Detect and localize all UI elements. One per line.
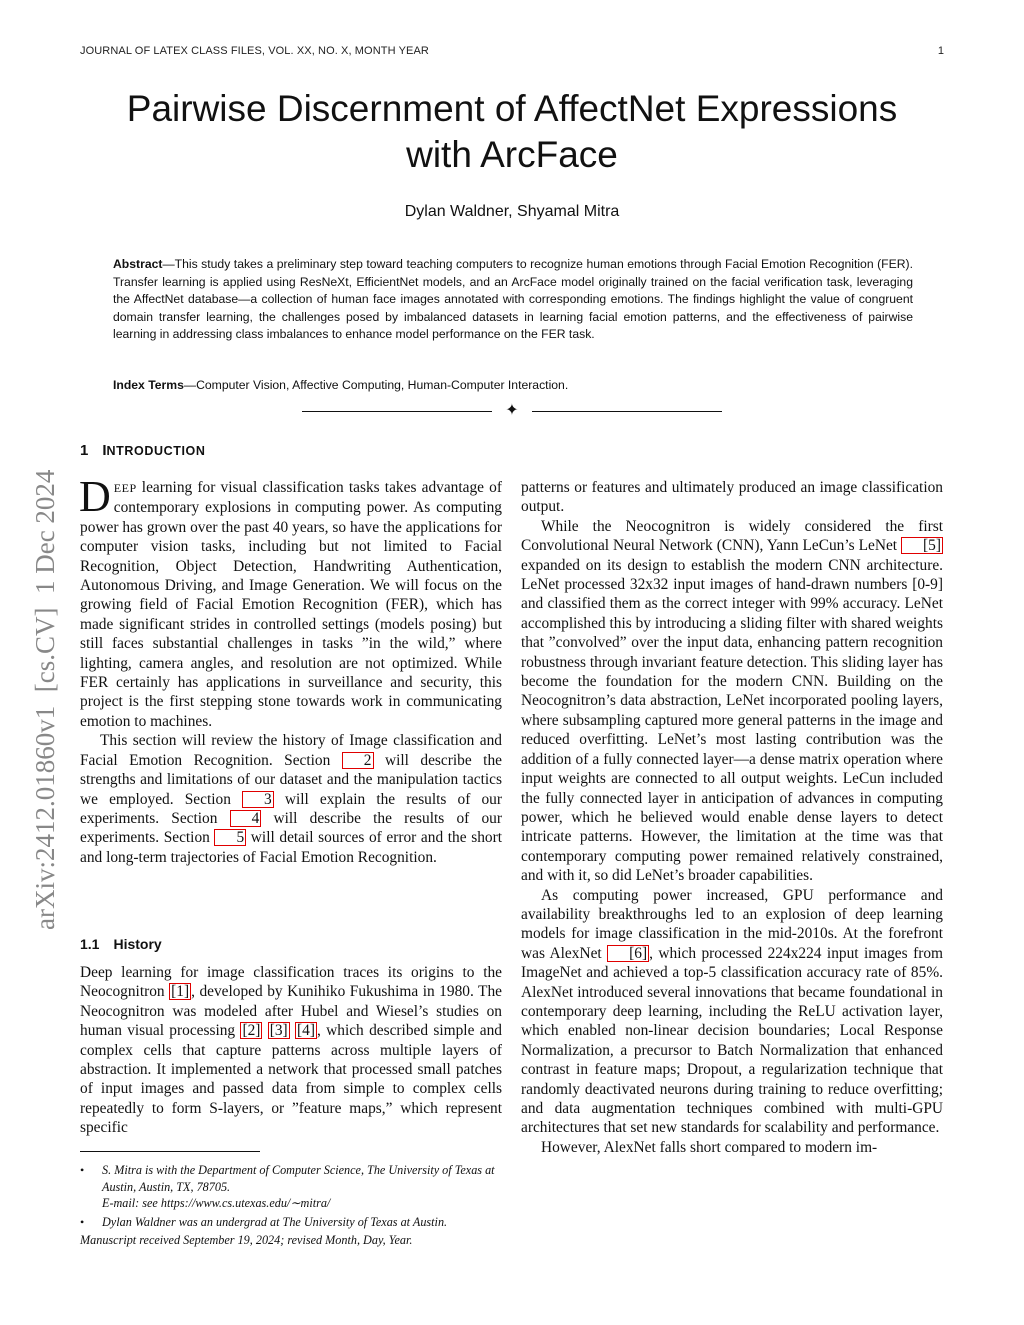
intro-p2-part-c: will explain the results of our experiments. Section: [80, 790, 502, 827]
right-p3-part-a: As computing power increased, GPU performance and availability breakthroughs led to an explosion of deep learning models for image classification in the mid-2010s. At the forefront was AlexNet: [521, 886, 943, 962]
history-p1-part-c: , which described simple and complex cells that capture patterns across multiple layers of abstraction. It implemented a network that processed small patches of input images and passed data from simple to complex cells repeatedly to form S-layers, or ”feature maps,” which represent specific: [80, 1022, 502, 1137]
intro-p2-part-b: will describe the strengths and limitations of our dataset and the manipulation tactics we employed. Section: [80, 751, 502, 808]
footnote-rule: [80, 1151, 260, 1152]
intro-p2-part-e: will detail sources of error and the short and long-term trajectories of Facial Emotion Recognition.: [80, 829, 502, 866]
left-column-introduction: [79, 472, 502, 867]
right-p3-part-b: , which processed 224x224 input images from ImageNet and achieved a top-5 classification accuracy rate of 85%. AlexNet introduced several innovations that became foundational in contemporary deep learning, including the ReLU activation layer, which enabled non-linear decision boundaries; Local Response Normalization, a precursor to Batch Normalization that enhanced contrast in feature maps; Dropout, a regularization technique that randomly deactivated neurons during training to reduce overfitting; and data augmentation techniques combined with multi-GPU architectures that set new standards for scalability and performance.: [521, 944, 943, 1137]
intro-paragraph-1: [79, 472, 502, 731]
right-paragraph-2: [521, 517, 943, 886]
section-heading-introduction: [80, 442, 205, 459]
author-list: Dylan Waldner, Shyamal Mitra: [404, 203, 620, 220]
index-terms: [113, 377, 913, 394]
citation-link-6[interactable]: [6]: [607, 945, 649, 962]
citation-link-5[interactable]: [5]: [901, 537, 943, 554]
index-terms-label: Index Terms: [113, 378, 184, 392]
right-paragraph-3: [521, 886, 943, 1138]
arxiv-stamp-svg: [0, 0, 60, 1325]
drop-cap: D: [79, 472, 111, 521]
citation-link-2[interactable]: [2]: [242, 1022, 261, 1040]
manuscript-note: Manuscript received September 19, 2024; revised Month, Day, Year.: [80, 1233, 413, 1247]
abstract: [113, 256, 913, 344]
history-p1-part-b: , developed by Kunihiko Fukushima in 1980. The Neocognitron was modeled after Hubel and Wiesel’s studies on human visual processing: [80, 983, 502, 1040]
arxiv-sidebar-stamp: [0, 0, 60, 1325]
right-p2-part-a: While the Neocognitron is widely considered the first Convolutional Neural Network (CNN), Yann LeCun’s LeNet: [521, 517, 943, 555]
section-number: 1: [80, 442, 89, 459]
diamond-icon: ✦: [505, 402, 519, 419]
divider-line-right: [532, 411, 722, 412]
section-title-rest: NTRODUCTION: [106, 444, 206, 458]
footnotes: [80, 1162, 502, 1232]
bullet-icon: •: [80, 1214, 85, 1229]
paper-title-line2: with ArcFace: [406, 134, 618, 175]
section-link-3[interactable]: 3: [242, 791, 274, 808]
running-header: [80, 45, 944, 61]
footnote-author-note: Dylan Waldner was an undergrad at The University of Texas at Austin.: [102, 1214, 448, 1229]
paper-title-line1: Pairwise Discernment of AffectNet Expressions: [126, 88, 898, 129]
section-divider: [302, 402, 722, 422]
footnote-affiliation: S. Mitra is with the Department of Computer Science, The University of Texas at Austin, Austin, TX, 78705.: [102, 1163, 495, 1194]
section-link-4[interactable]: 4: [230, 810, 262, 827]
history-paragraph-1: [80, 963, 502, 1138]
right-paragraph-1: patterns or features and ultimately produced an image classification output.: [521, 479, 943, 516]
citation-link-4[interactable]: [4]: [297, 1022, 315, 1040]
section-link-5[interactable]: 5: [214, 829, 246, 846]
subsection-title: History: [113, 936, 162, 952]
section-link-2[interactable]: 2: [342, 752, 374, 769]
footnote-email[interactable]: E-mail: see https://www.cs.utexas.edu/∼mitra/: [102, 1196, 331, 1211]
paper-title: [80, 86, 944, 178]
intro-paragraph-1-text: learning for visual classification tasks takes advantage of contemporary explosions in computing power. As computing power has grown over the past 40 years, so have the applications for computer vision tasks, including but not limited to Facial Recognition, Object Detection, Handwriting Authentication, Autonomous Driving, and Image Generation. We will focus on the growing field of Facial Emotion Recognition (FER), which has made significant strides in controlled settings (models posing) but still faces substantial challenges in tasks ”in the wild,” where lighting, camera angles, and resolution are not optimized. While FER certainly has applications in surveillance and security, this project is the first stepping stone towards work in communicating emotion to machines.: [80, 479, 502, 730]
intro-p2-part-a: This section will review the history of Image classification and Facial Emotion Recognition. Section: [80, 732, 502, 769]
left-column-history: [80, 963, 502, 1138]
section-title-first: I: [102, 442, 107, 459]
right-p2-part-b: expanded on its design to establish the modern CNN architecture. LeNet processed 32x32 input images of hand-drawn numbers [0-9] and classified them as the correct integer with 99% accuracy. LeNet accomplished this by introducing a sliding filter with shared weights that ”convolved” over the input data, enhancing pattern recognition robustness through invariant feature detection. This sliding layer has become the foundation for the modern CNN. Building on the Neocognitron’s data abstraction, LeNet incorporated pooling layers, where subsampling captured more general patterns in the image and reduced overfitting. LeNet’s most lasting contribution was the addition of a fully connected layer—a dense matrix operation where input weights are connected to all output weights. LeCun included the fully connected layer in anticipation of advances in computing power, which he believed would enable dense layers to detect intricate patterns. However, the limitation at the time was that contemporary computing power remained relatively constrained, and with it, so did LeNet’s broader capabilities.: [521, 556, 943, 885]
page-number: 1: [937, 45, 944, 57]
right-paragraph-4: However, AlexNet falls short compared to modern im-: [541, 1138, 878, 1156]
arxiv-identifier: arXiv:2412.01860v1 [cs.CV] 1 Dec 2024: [30, 469, 60, 930]
drop-cap-smallcaps: EEP: [113, 481, 137, 495]
index-terms-text: —Computer Vision, Affective Computing, Human-Computer Interaction.: [183, 378, 569, 392]
citation-link-3[interactable]: [3]: [269, 1022, 288, 1040]
footnote-item: [80, 1214, 502, 1231]
citation-link-1[interactable]: [1]: [171, 983, 190, 1001]
footnote-item: [80, 1162, 502, 1212]
abstract-text: —This study takes a preliminary step toward teaching computers to recognize human emotions through Facial Emotion Recognition (FER). Transfer learning is applied using ResNeXt, EfficientNet models, and an ArcFace model originally trained on the facial verification task, leveraging the AffectNet database—a collection of human face images annotated with corresponding emotions. The findings highlight the value of congruent domain transfer learning, the challenges posed by imbalanced datasets in learning facial emotion patterns, and the effectiveness of pairwise learning in addressing class imbalances to enhance model performance on the FER task.: [113, 257, 913, 342]
bullet-icon: •: [80, 1163, 85, 1177]
abstract-label: Abstract: [113, 257, 163, 271]
subsection-heading-history: [80, 936, 162, 952]
subsection-number: 1.1: [80, 936, 100, 952]
intro-p2-part-d: will describe the results of our experiments. Section: [80, 809, 502, 847]
journal-name: JOURNAL OF LATEX CLASS FILES, VOL. XX, NO. X, MONTH YEAR: [80, 45, 429, 57]
history-p1-part-a: Deep learning for image classification traces its origins to the Neocognitron: [80, 964, 502, 1001]
intro-paragraph-2: [80, 731, 502, 867]
right-column: [521, 478, 943, 1157]
divider-line-left: [302, 411, 492, 412]
